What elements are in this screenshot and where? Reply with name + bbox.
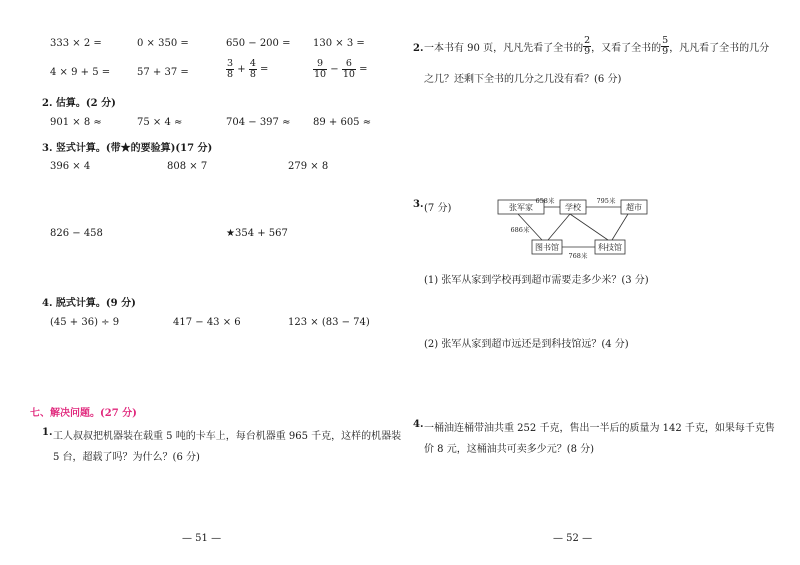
equals: = (260, 64, 269, 75)
calc-item: 333 × 2 = (50, 38, 102, 49)
fraction (661, 36, 669, 57)
numerator: 2 (584, 35, 591, 46)
problem-number: 1. (42, 427, 53, 438)
node-label: 张军家 (509, 203, 533, 212)
distance-label: 768米 (568, 252, 588, 260)
problem-number: 3. (413, 199, 424, 210)
fraction (583, 36, 591, 57)
node-label: 图书馆 (535, 243, 559, 252)
calc-item: 0 × 350 = (137, 38, 189, 49)
vertical-calc-item: 826 − 458 (50, 228, 103, 239)
denominator: 10 (342, 69, 355, 80)
step-calc-item: (45 + 36) ÷ 9 (50, 317, 120, 328)
vertical-calc-item: ★354 + 567 (226, 228, 288, 239)
equals: = (359, 64, 368, 75)
problem-score: (7 分) (424, 203, 452, 214)
fraction (313, 59, 327, 80)
problem-text: 一本书有 90 页，凡凡先看了全书的 (424, 43, 584, 54)
route-map (490, 190, 670, 262)
denominator: 8 (227, 69, 234, 80)
denominator: 9 (662, 46, 669, 57)
fraction (342, 59, 356, 80)
route-line (612, 214, 628, 240)
step-calc-item: 123 × (83 − 74) (288, 317, 370, 328)
distance-label: 795米 (596, 197, 616, 205)
problem-text: 价 8 元，这桶油共可卖多少元？(8 分) (424, 444, 595, 455)
fraction-calc (226, 59, 268, 80)
problem-text: 5 台，超载了吗？为什么？(6 分) (53, 452, 200, 463)
node-label: 超市 (626, 203, 642, 212)
section-title: 七、解决问题。(27 分) (30, 408, 137, 419)
problem-text: ，又看了全书的 (591, 43, 662, 54)
vertical-calc-item: 396 × 4 (50, 161, 91, 172)
numerator: 5 (662, 35, 669, 46)
fraction (226, 59, 234, 80)
sub-question: (1) 张军从家到学校再到超市需要走多少米？(3 分) (424, 275, 649, 286)
distance-label: 658米 (535, 197, 555, 205)
numerator: 6 (342, 59, 356, 70)
calc-item: 650 − 200 = (226, 38, 291, 49)
question-title: 4. 脱式计算。(9 分) (42, 298, 136, 309)
route-line (570, 214, 608, 240)
distance-label: 686米 (510, 226, 530, 234)
estimate-item: 89 + 605 ≈ (313, 117, 372, 128)
node-label: 学校 (565, 203, 581, 212)
operator: − (330, 64, 339, 75)
node-label: 科技馆 (598, 243, 622, 252)
calc-item: 4 × 9 + 5 = (50, 67, 111, 78)
problem-text: 工人叔叔把机器装在载重 5 吨的卡车上，每台机器重 965 千克，这样的机器装 (53, 431, 402, 442)
denominator: 9 (584, 46, 591, 57)
page-number: — 51 — (182, 533, 222, 544)
estimate-item: 75 × 4 ≈ (137, 117, 183, 128)
problem-text: 一桶油连桶带油共重 252 千克，售出一半后的质量为 142 千克，如果每千克售 (424, 423, 775, 434)
denominator: 10 (314, 69, 327, 80)
question-title: 2. 估算。(2 分) (42, 98, 116, 109)
sub-question: (2) 张军从家到超市远还是到科技馆远？(4 分) (424, 339, 629, 350)
estimate-item: 901 × 8 ≈ (50, 117, 102, 128)
problem-text: ，凡凡看了全书的几分 (669, 43, 770, 54)
numerator: 4 (249, 58, 256, 69)
route-line (548, 214, 570, 240)
fraction-calc (313, 59, 368, 80)
denominator: 8 (249, 69, 256, 80)
problem-text: 之几？还剩下全书的几分之几没有看？(6 分) (424, 74, 622, 85)
numerator: 9 (313, 59, 327, 70)
problem-line (424, 36, 769, 57)
step-calc-item: 417 − 43 × 6 (173, 317, 241, 328)
page-number: — 52 — (553, 533, 593, 544)
problem-number: 4. (413, 419, 424, 430)
calc-item: 130 × 3 = (313, 38, 365, 49)
question-title: 3. 竖式计算。(带★的要验算)(17 分) (42, 143, 213, 154)
fraction (249, 59, 257, 80)
estimate-item: 704 − 397 ≈ (226, 117, 291, 128)
problem-number: 2. (413, 43, 424, 54)
calc-item: 57 + 37 = (137, 67, 189, 78)
numerator: 3 (227, 58, 234, 69)
vertical-calc-item: 279 × 8 (288, 161, 329, 172)
operator: + (237, 64, 246, 75)
vertical-calc-item: 808 × 7 (167, 161, 208, 172)
